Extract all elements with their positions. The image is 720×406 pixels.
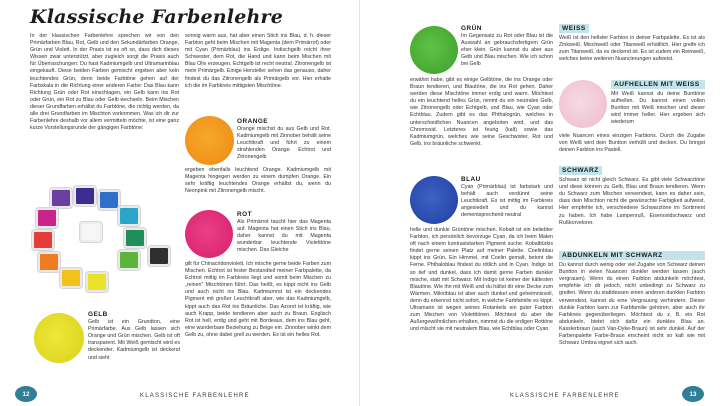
paint-pan-magenta xyxy=(36,208,58,228)
blau-heading: BLAU xyxy=(461,176,481,183)
pink-paint-swatch xyxy=(559,80,607,128)
gelb-text: Gelb ist ein Grundton, eine Primärfarbe. Aus Gelb lassen sich Orange und Grün mischen. Gelb ist oft transparent. Mit Weiß gemischt wird es deckender. Kadmiumgelb ist deckend und sieht xyxy=(88,319,180,361)
gruen-heading: GRÜN xyxy=(461,25,482,32)
schwarz-text: Schwarz ist nicht gleich Schwarz. Es gibt viele Schwarztöne und diese können zu Gelb, Blau und Braun tendieren. Wenn du Schwarz zum Mischen verwendest, kann es daher sein, dass dein Mischton nicht die gewünschte Farbigkeit aufweist. Hier empfehle ich, verschiedene Schwarztöne im Sortiment zu haben. Ich habe Lampenruß, Eisenoxidschwarz und Rußkorvelorer. xyxy=(559,177,705,226)
gelb-section xyxy=(88,311,180,362)
paint-pan-white xyxy=(80,222,102,242)
rot-heading: ROT xyxy=(237,211,252,218)
blau-text-b: helle und dunkle Grüntöne mischen. Kobalt ist ein beliebter Farbton, ich persönlich bevorzuge Cyan, da ich beim Malen oft nach einem kontraststarken Pigment suche. Kobalttürkis findet gerne seinen Platz auf meiner Palette. Coelinblau kippt ins Grün. Ein Himmel, mit Coelin gemalt, betont die Ferne. Phthaloblau findest du rötlich und in Cyan. Indigo ist so tief und dunkel, dass ich damit gerne Farben dunkler mische, statt mit Schwarz. Mit Indigo ist keiner der kältesten Blautöne. Wie ihn mit Weiß und du hältst dir eine Decke zum Wärmen. Milorіblau ist aber auch dunkel und geheimnisvoll, denn du erkennst nicht sofort, in welche Farbfamilie es kippt. Ultramarin ist wegen seines Rotanteils ein guter Farbton zum Mischen von Violetttönen. Möchtest du aber die Außergewöhnlichen erhalten, nimmst du die erdigen Rottöne und mischt sie mit neutralem Blau, wie Echtblau oder Cyan. xyxy=(410,227,553,333)
paint-pan-cyan xyxy=(118,206,140,226)
weiss-heading: WEISS xyxy=(559,24,589,33)
intro-column-2 xyxy=(185,33,331,90)
aufhellen-text-b: viele Nuancen eines einzigen Farbtons. Durch die Zugabe von Weiß wird dein Buntton verhüllt und decken. Du bringst deinen Farbton ins Pastell. xyxy=(559,133,705,154)
paint-pan-yellow xyxy=(60,268,82,288)
rot-text-b: gilt für Chinacridonviolett. Ich mische gerne beide Farben zum Mischen. Echtrot ist fester Bestandteil meiner Farbpalette, da Echtrot mittig im Farbkreis liegt und somit beim Mischen zu „reinen" Mischtönen führt. Das heißt, es kippt nicht ins Gelb und auch nicht ins Blau. Kadmiumrot ist ein deckendes Pigment mit großer Leuchtkraft aber, wie das Kadmiumgelb, kippt auch das Rot ins Bräunliche. Das Azorot ist kräftig, wie auch Krapp, beide tendieren aber auch zu Braun. Englisch Rot ist hell, erdig und geht mit Bordeaux, dem ins Blau geht, eine wunderbare Beziehung zu Beige ein. Zinnober winkt dem Gelb zu, ohne dabei grell zu werden. Es ist ein helles Rot. xyxy=(185,261,331,338)
abdunkeln-section xyxy=(559,251,705,347)
paint-pan-violet xyxy=(50,188,72,208)
intro-paragraph-1: In der klassischen Farbenlehre sprechen wir von den Primärfarben Blau, Rot, Gelb und den Sekundärfarben Orange, Grün und Violett. In der Praxis ist es oft so, dass dich dieses Wissen zwar unterstützt, aber zugleich sorgt die Praxis auch für Überraschungen: Du hast Kadmiumgelb und Ultramarinblau eingekauft. Diese beiden Farben gemischt ergeben aber kein leuchtendes Grün, denn beide Farbtöne gehen auf der Farbskala in die Richtung einer anderen Farbe: Das Blau kann Richtung Grün oder Rot einschlagen, ein Gelb kann ins Rot oder Grün, ein Rot zu Blau oder Gelb wechseln. Beim Mischen dieser Grundfarben erhältst du Farbtöne, die richtig werden, da alle drei Grundfarben im Mischton vorkommen. Was ich dir zur Farbenlehre deshalb vor allem vermitteln möchte, ist eine ganz kurze Vorstellungsrunde der gängigen Farbtöne: xyxy=(30,33,179,132)
running-title-right: KLASSISCHE FARBENLEHRE xyxy=(510,393,620,399)
orange-text-b: ergeben ebenfalls leuchtend Orange. Kadmiumgelb mit Magenta hingegen werden zu einem dumpfen Orange. Ein sehr kräftig leuchtendes Orange erhältst du, wenn du Neonpink mit Zitronengelb mischt. xyxy=(185,167,331,195)
paint-pan-lemon xyxy=(86,272,108,292)
orange-paint-swatch xyxy=(185,116,234,165)
aufhellen-text-a: Mit Weiß kannst du deine Bunttöne aufhellen. Du kannst einen vollen Buntton mit Weiß mischen und dieser wird immer heller. Hier ergeben sich wiederum xyxy=(611,91,705,126)
aufhellen-heading: AUFHELLEN MIT WEISS xyxy=(611,80,705,89)
paint-pan-red xyxy=(32,230,54,250)
yellow-paint-swatch xyxy=(34,313,84,363)
weiss-section xyxy=(559,24,705,63)
weiss-text: Weiß ist den hellster Farbton in deiner Farbpalette. Es ist als Zinkweiß, Mischweiß oder Titanweiß erhältlich. Hier greife ich zum Titanweiß, da es deckend ist. Es ist zudem ein Reinweiß, welches keine weiteren Nuancierungen aufweist. xyxy=(559,35,705,63)
page-title: Klassische Farbenlehre xyxy=(30,6,284,28)
rot-continued xyxy=(185,261,331,339)
green-paint-swatch xyxy=(410,26,458,74)
orange-continued xyxy=(185,167,331,195)
blau-section xyxy=(461,176,553,220)
page-number-right: 13 xyxy=(682,386,704,402)
paint-pan-black xyxy=(148,246,170,266)
paint-pan-lightgreen xyxy=(118,250,140,270)
blue-paint-swatch xyxy=(410,176,458,224)
paint-pan-blue xyxy=(98,190,120,210)
page-number-left: 12 xyxy=(15,386,37,402)
schwarz-section xyxy=(559,166,705,227)
blau-continued xyxy=(410,227,553,333)
rot-section xyxy=(237,211,331,255)
paint-pan-orange xyxy=(38,252,60,272)
blau-text-a: Cyan (Primärblau) ist farbstark und behält auch verdünnt seine Leuchtkraft. Es ist mittig im Farbkreis angesiedelt und du kannst dementsprechend neutral xyxy=(461,184,553,219)
watercolor-palette-illustration xyxy=(32,186,180,300)
abdunkeln-heading: ABDUNKELN MIT SCHWARZ xyxy=(559,251,705,260)
orange-heading: ORANGE xyxy=(237,118,269,125)
rot-text-a: Als Primärrot taucht hier das Magenta auf. Magenta hat einen Stich ins Blau, daher kannst du mit Magenta wunderbar leuchtende Violetttöne mischen. Das Gleiche xyxy=(237,219,331,254)
aufhellen-continued xyxy=(559,133,705,154)
gruen-text-b: erwähnt habe, gibt es einige Gelbtöne, die ins Orange oder Braun tendieren, und Blautöne, die ins Rot gehen. Daher werden diese Mischtöne immer erdig und warm. Möchtest du ein leuchtend helles Grün, nimmt du ein neutrales Gelb, wie Zitronengelb oder Echtgelb, und Blau, wie Cyan oder Echtblau. Zudem gibt es das Phthalogrün, welches in unterschiedlichen Nuancen angeboten wird, und das Chromoxid. Letzteres ist feurig (kalt) sowie das Kadmiumgrün, welches wie seine Geschwister, Rot und Gelb, ins bräunliche schwenkt. xyxy=(410,77,553,147)
gelb-heading: GELB xyxy=(88,311,108,318)
paint-pan-green xyxy=(124,228,146,248)
gruen-text-a: Im Gegensatz zu Rot oder Blau ist die Auswahl an gebrauchsfertigem Grün eher klein. Grün kannst du aber aus Gelb und Blau mischen. Wie ich schon bei Gelb xyxy=(461,33,553,68)
abdunkeln-text: Du kannst durch wenig oder viel Zugabe von Schwarz deinen Buntton in vielen Nuancen dunkler werden lassen (auch vergrauen). Wenn du einen Farbton abdunkeln möchtest, empfehle ich dir jedoch, nicht unbedingt zu Schwarz zu greifen. Wenn du stattdessen einen anderen dunklen Farbton verwendest, kannst du eine Vergrauung verhindern. Dieser dunkle Farbton kann zur Farbfamilie gehören, aber auch ihr Farbkreis gegenüberliegen. Möchtest du z. B. ein Rot abdunkeln, bietet sich dafür ein dunkles Blau an. Kasslerbraun (auch Van-Dyke-Braun) ist sehr dunkel. Auf der Farbenpalette Farbe-Braun erscheint nicht so kalt wie mit Schwarz Umbra eignet sich auch. xyxy=(559,262,705,347)
right-page xyxy=(360,0,720,406)
red-paint-swatch xyxy=(185,210,233,258)
orange-section xyxy=(237,118,331,162)
intro-paragraph-2: sonnig warm aus, hat aber einen Stich ins Blau, d. h. dieser Farbton geht beim Mischen mit Magenta (dem Primärrot) oder mit Cyan (Primärblau) ins Erdige. Indischgelb reicht ihrer Schwester, dem Rot, die Hand und kann beim Mischen mit Blau Oliv erzeugen. Echtgelb ist recht neutral. Zitronengelb ist mein Primärgelb. Einige Hersteller sehen das genauso, daher findest du das Zitronengelb als Primärgelb vor. Hier erhalte ich die im Farbkreis mittigsten Mischtöne. xyxy=(185,33,331,89)
gruen-continued xyxy=(410,77,553,148)
intro-column-1 xyxy=(30,33,179,132)
running-title-left: KLASSISCHE FARBENLEHRE xyxy=(140,393,250,399)
gruen-section xyxy=(461,25,553,69)
orange-text-a: Orange mischst du aus Gelb und Rot. Kadmiumgelb mit Zinnober behält seine Leuchtkraft und führt zu einem strahlenden Orange. Echtrot und Zitronengelb xyxy=(237,126,331,161)
aufhellen-section xyxy=(611,80,705,127)
paint-pan-indigo xyxy=(74,186,96,206)
schwarz-heading: SCHWARZ xyxy=(559,166,602,175)
